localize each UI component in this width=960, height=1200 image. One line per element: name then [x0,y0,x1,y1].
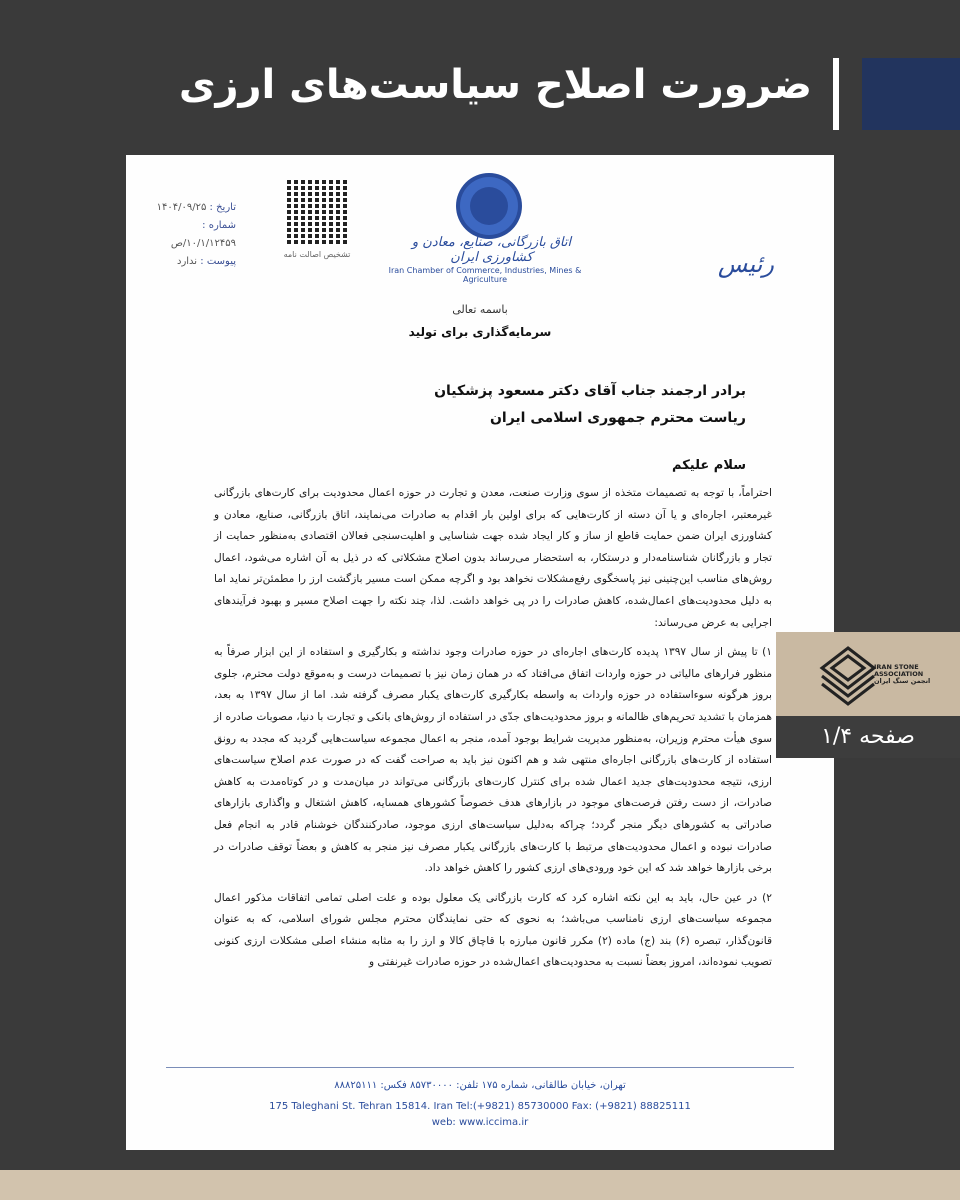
letter-body [214,483,772,982]
footer-website[interactable]: web: www.iccima.ir [431,1117,529,1128]
greeting: سلام علیکم [672,458,746,473]
association-name: IRAN STONE ASSOCIATION [874,663,924,678]
org-name-fa: اتاق بازرگانی، صنایع، معادن و کشاورزی ایران [411,235,572,265]
president-title: رئیس [717,250,774,278]
qr-code[interactable] [284,180,350,246]
paragraph: ۲) در عین حال، باید به این نکته اشاره کرد که کارت بازرگانی یک معلول بوده و علت اصلی تمامی اتفاقات مذکور اعمال مجموعه سیاست‌های ارزی نامناسب می‌باشد؛ به نحوی که حتی نمایندگان محترم مجلس شورای اسلامی، که به عنوان قانون‌گذار، تبصره (۶) بند (ج) ماده (۲) مکرر قانون مبارزه با قاچاق کالا و ارز را به مثابه منشاء اصلی مشکلات ارزی کنونی تصویب نموده‌اند، امروز بعضاً نسبت به محدودیت‌های اعمال‌شده در حوزه صادرات غیرنفتی و [214,891,773,969]
number-value: ۱۰/۱/۱۲۴۵۹/ص [170,238,236,249]
association-name-fa: انجمن سنگ ایران [874,677,931,685]
date-value: ۱۴۰۴/۰۹/۲۵ [156,202,207,213]
footer-divider [166,1067,794,1068]
chamber-emblem-icon [456,173,522,239]
bismillah: باسمه تعالی [452,303,508,316]
paragraph: احتراماً، با توجه به تصمیمات متخذه از سوی وزارت صنعت، معدن و تجارت در حوزه اعمال محدودیت برای کارت‌های بازرگانی غیرمعتبر، اجاره‌ای و یا آن دسته از کارت‌هایی که برای اولین بار اقدام به صادرات می‌نمایند، اتاق بازرگانی، صنایع، معادن و کشاورزی ایران ضمن حمایت قاطع از ساز و کار ایجاد شده جهت شناسایی و اهلیت‌سنجی فعالان اقتصادی به‌منظور حمایت از تجار و بازرگانان شناسنامه‌دار و درستکار، به استحضار می‌رساند بدون اصلاح مشکلاتی که در ذیل به آن اشاره می‌شود، اعمال روش‌های مناسب این‌چنینی نیز پاسخگوی رفع‌مشکلات نخواهد بود و اگرچه ممکن است مسیر بازگشت ارز را مطمئن‌تر نماید اما به دلیل محدودیت‌های اعمال‌شده، کاهش صادرات را در پی خواهد داشت. لذا، چند نکته را جهت اصلاح مسیر و بهبود فرآیندهای اجرایی به عرض می‌رساند: [214,487,772,629]
page-indicator: صفحه ۱/۴ [776,716,960,758]
letter-document [126,155,834,1150]
number-label: شماره : [202,220,236,231]
recipient-name: برادر ارجمند جناب آقای دکتر مسعود پزشکیان [434,383,746,399]
paragraph: ۱) تا پیش از سال ۱۳۹۷ پدیده کارت‌های اجاره‌ای در حوزه صادرات وجود نداشته و بکارگیری و استفاده از این ابزار صرفاً به منظور فرارهای مالیاتی در حوزه واردات اتفاق می‌افتاد که در همان زمان نیز با تصمیمات درست و به‌موقع دولت محترم، جلوی بروز هرگونه سوءاستفاده در حوزه واردات به واسطه بکارگیری کارت‌های یکبار مصرف گرفته شد. اما از سال ۱۳۹۷ به بعد، همزمان با تشدید تحریم‌های ظالمانه و بروز محدودیت‌های جدّی در استفاده از روش‌های بانکی و تجارت با دنیا، مصوبات صادره از سوی هیأت محترم وزیران، به‌منظور مدیریت شرایط بوجود آمده، منجر به اعمال مجموعه سیاست‌هایی گردید که مجدد به رونق استفاده از کارت‌های بازرگانی اجاره‌ای منتهی شد و هم اکنون نیز باید به صراحت گفت که در صورت عدم اصلاح سیاست‌های ارزی، نتیجه محدودیت‌های جدید اعمال شده برای کنترل کارت‌های بازرگانی می‌تواند در میان‌مدت و در کوتاه‌مدت به کاهش صادرات، از دست رفتن فرصت‌های موجود در بازارهای هدف خصوصاً کشورهای همسایه، کاهش اشتغال و واگذاری بازارهای صادراتی به کشورهای دیگر منجر گردد؛ چراکه به‌دلیل سیاست‌های ارزی موجود، صادرکنندگان خوشنام قادر به انجام فعل صادرات نبوده و اعمال محدودیت‌های مرتبط با کارت‌های بازرگانی یکبار مصرف نیز منجر به کاهش و بعضاً توقف صادرات در برخی بازارها خواهد شد که این خود ورودی‌های ارزی کشور را کاهش خواهد داد. [214,646,773,875]
title-accent-block [862,58,960,130]
footer-address-en: 175 Taleghani St. Tehran 15814. Iran Tel:(+9821) 85730000 Fax: (+9821) 88825111 [269,1101,691,1112]
footer-address-fa: تهران، خیابان طالقانی، شماره ۱۷۵ تلفن: ۸۵۷۳۰۰۰۰ فکس: ۸۸۸۲۵۱۱۱ [334,1080,626,1091]
letter-meta [156,199,236,271]
attachment-value: ندارد [177,256,198,267]
attachment-label: پیوست : [200,256,236,267]
year-motto: سرمایه‌گذاری برای تولید [408,325,552,339]
date-label: تاریخ : [209,202,236,213]
bottom-strip [0,1170,960,1200]
qr-caption: تشخیص اصالت نامه [283,250,351,259]
page-title: ضرورت اصلاح سیاست‌های ارزی [178,62,812,108]
stone-association-logo-icon [816,642,880,706]
recipient-title: ریاست محترم جمهوری اسلامی ایران [489,410,746,426]
org-name-en: Iran Chamber of Commerce, Industries, Mines & Agriculture [388,266,582,284]
title-divider [833,58,839,130]
